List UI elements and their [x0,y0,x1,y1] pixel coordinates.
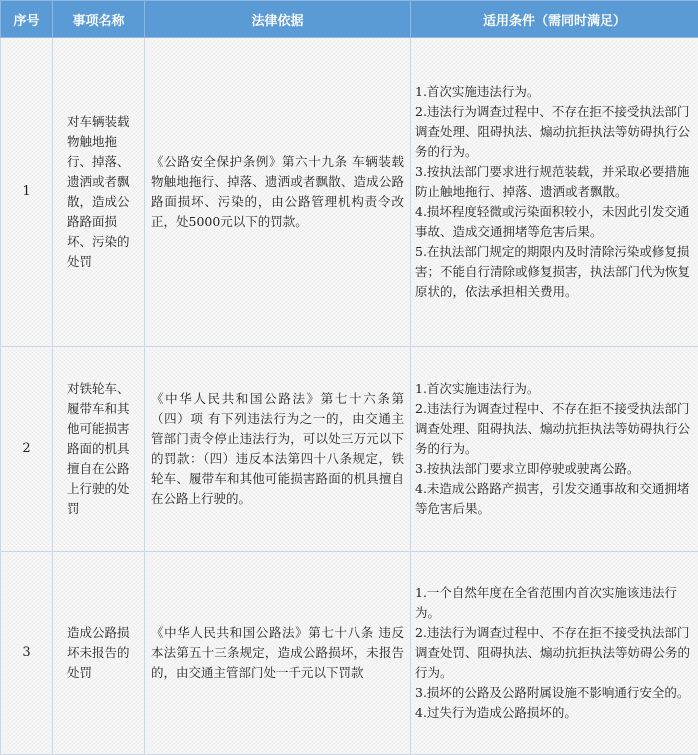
condition-item: 3.损坏的公路及公路附属设施不影响通行安全的。 [415,685,690,700]
condition-item: 4.损坏程度轻微或污染面积较小，未因此引发交通事故、造成交通拥堵等危害后果。 [415,204,690,239]
row-conditions [411,552,698,755]
row-seq: 1 [1,38,53,347]
condition-item: 5.在执法部门规定的期限内及时清除污染或修复损害；不能自行清除或修复损害，执法部门代为恢复原状的，依法承担相关费用。 [415,244,691,299]
row-legal-basis: 《中华人民共和国公路法》第七十八条 违反本法第五十三条规定，造成公路损坏，未报告的，由交通主管部门处一千元以下罚款 [145,552,411,755]
header-conditions: 适用条件（需同时满足） [411,1,698,38]
condition-item: 1.一个自然年度在全省范围内首次实施该违法行为。 [415,585,677,620]
condition-item: 4.未造成公路路产损害，引发交通事故和交通拥堵等危害后果。 [415,481,690,516]
row-seq: 2 [1,347,53,552]
condition-item: 2.违法行为调查过程中、不存在拒不接受执法部门调查处罚、阻碍执法、煽动抗拒执法等妨碍公务的行为。 [415,625,691,680]
condition-item: 1.首次实施违法行为。 [415,381,540,396]
row-item-name: 对铁轮车、履带车和其他可能损害路面的机具擅自在公路上行驶的处罚 [53,347,145,552]
table-row [1,38,698,347]
row-legal-basis: 《中华人民共和国公路法》第七十六条第（四）项 有下列违法行为之一的，由交通主管部门责令停止违法行为，可以处三万元以下的罚款：（四）违反本法第四十八条规定，铁轮车、履带车和其他可能损害路面的机具擅自在公路上行驶的。 [145,347,411,552]
header-item-name: 事项名称 [53,1,145,38]
row-conditions [411,347,698,552]
condition-item: 2.违法行为调查过程中、不存在拒不接受执法部门调查处理、阻碍执法、煽动抗拒执法等妨碍执行公务的行为。 [415,401,691,456]
header-seq: 序号 [1,1,53,38]
condition-item: 4.过失行为造成公路损坏的。 [415,705,577,720]
table-row [1,347,698,552]
condition-item: 3.按执法部门要求进行规范装载，并采取必要措施防止触地拖行、掉落、遗洒或者飘散。 [415,164,690,199]
condition-item: 2.违法行为调查过程中、不存在拒不接受执法部门调查处理、阻碍执法、煽动抗拒执法等妨碍执行公务的行为。 [415,104,691,159]
row-seq: 3 [1,552,53,755]
row-legal-basis: 《公路安全保护条例》第六十九条 车辆装载物触地拖行、掉落、遗洒或者飘散、造成公路路面损坏、污染的，由公路管理机构责令改正，处5000元以下的罚款。 [145,38,411,347]
header-legal-basis: 法律依据 [145,1,411,38]
condition-item: 1.首次实施违法行为。 [415,84,540,99]
table-header-row [1,1,698,38]
row-item-name: 对车辆装载物触地拖行、掉落、遗洒或者飘散，造成公路路面损坏、污染的处罚 [53,38,145,347]
table-row [1,552,698,755]
condition-item: 3.按执法部门要求立即停驶或驶离公路。 [415,461,640,476]
row-item-name: 造成公路损坏未报告的处罚 [53,552,145,755]
row-conditions [411,38,698,347]
